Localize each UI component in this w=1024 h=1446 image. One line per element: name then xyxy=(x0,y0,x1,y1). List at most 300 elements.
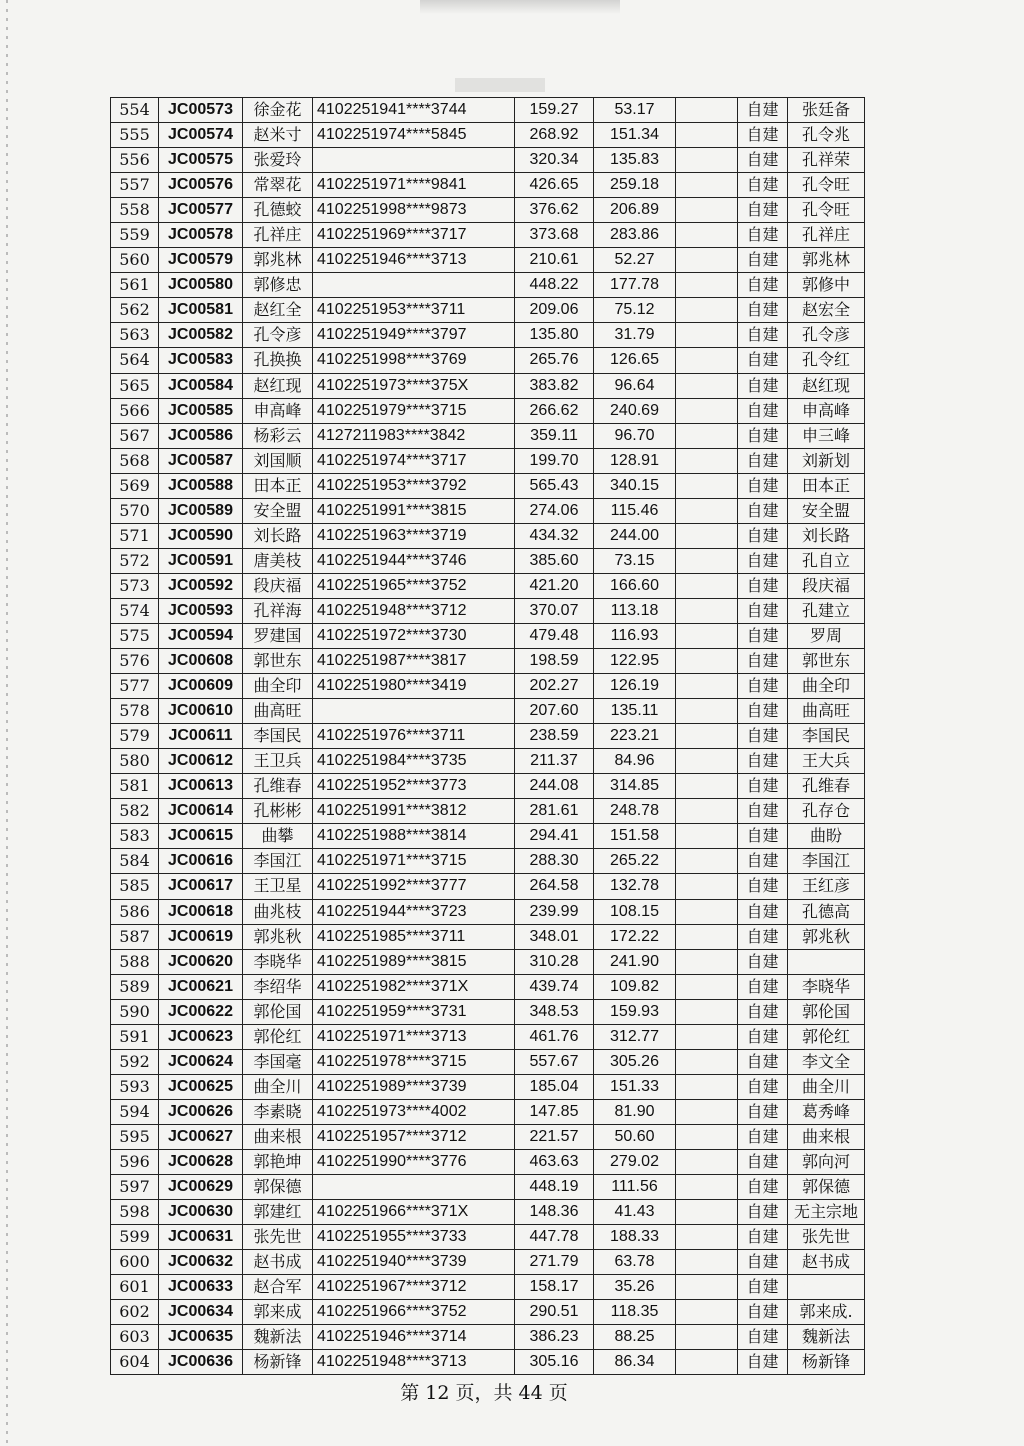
cell-seq: 603 xyxy=(111,1325,159,1350)
cell-type: 自建 xyxy=(738,874,788,899)
cell-area2: 81.90 xyxy=(594,1099,676,1124)
cell-area2: 73.15 xyxy=(594,548,676,573)
table-row xyxy=(111,649,865,674)
cell-blank xyxy=(676,1325,738,1350)
cell-blank xyxy=(676,649,738,674)
cell-owner: 葛秀峰 xyxy=(788,1099,865,1124)
cell-type: 自建 xyxy=(738,1149,788,1174)
cell-owner: 申三峰 xyxy=(788,423,865,448)
cell-type: 自建 xyxy=(738,974,788,999)
cell-area1: 320.34 xyxy=(515,148,594,173)
cell-area2: 108.15 xyxy=(594,899,676,924)
cell-area2: 109.82 xyxy=(594,974,676,999)
cell-owner xyxy=(788,1275,865,1300)
cell-area1: 158.17 xyxy=(515,1275,594,1300)
cell-seq: 602 xyxy=(111,1300,159,1325)
cell-id: 4102251991****3812 xyxy=(313,799,515,824)
table-row xyxy=(111,899,865,924)
cell-id: 4102251963****3719 xyxy=(313,523,515,548)
cell-blank xyxy=(676,1074,738,1099)
cell-seq: 576 xyxy=(111,649,159,674)
cell-area1: 238.59 xyxy=(515,724,594,749)
cell-blank xyxy=(676,1024,738,1049)
cell-blank xyxy=(676,348,738,373)
cell-blank xyxy=(676,223,738,248)
cell-area1: 434.32 xyxy=(515,523,594,548)
cell-seq: 571 xyxy=(111,523,159,548)
cell-name: 孔祥庄 xyxy=(243,223,313,248)
cell-area2: 241.90 xyxy=(594,949,676,974)
cell-area2: 84.96 xyxy=(594,749,676,774)
table-row xyxy=(111,348,865,373)
cell-blank xyxy=(676,598,738,623)
cell-blank xyxy=(676,123,738,148)
cell-seq: 586 xyxy=(111,899,159,924)
cell-type: 自建 xyxy=(738,1074,788,1099)
cell-type: 自建 xyxy=(738,573,788,598)
cell-blank xyxy=(676,398,738,423)
cell-code: JC00583 xyxy=(159,348,243,373)
cell-area2: 113.18 xyxy=(594,598,676,623)
cell-name: 郭伦红 xyxy=(243,1024,313,1049)
cell-owner: 曲盼 xyxy=(788,824,865,849)
cell-id: 4102251946****3713 xyxy=(313,248,515,273)
cell-id: 4102251987****3817 xyxy=(313,649,515,674)
cell-code: JC00617 xyxy=(159,874,243,899)
cell-id: 4102251979****3715 xyxy=(313,398,515,423)
cell-code: JC00628 xyxy=(159,1149,243,1174)
cell-id: 4102251998****9873 xyxy=(313,198,515,223)
cell-code: JC00613 xyxy=(159,774,243,799)
cell-area2: 126.19 xyxy=(594,674,676,699)
cell-name: 郭建红 xyxy=(243,1200,313,1225)
cell-seq: 570 xyxy=(111,498,159,523)
cell-area2: 159.93 xyxy=(594,999,676,1024)
cell-owner: 赵红现 xyxy=(788,373,865,398)
cell-id: 4102251989****3739 xyxy=(313,1074,515,1099)
cell-id: 4102251980****3419 xyxy=(313,674,515,699)
cell-blank xyxy=(676,573,738,598)
cell-code: JC00625 xyxy=(159,1074,243,1099)
cell-code: JC00594 xyxy=(159,623,243,648)
cell-seq: 599 xyxy=(111,1225,159,1250)
cell-id: 4102251946****3714 xyxy=(313,1325,515,1350)
cell-code: JC00619 xyxy=(159,924,243,949)
cell-area1: 557.67 xyxy=(515,1049,594,1074)
cell-blank xyxy=(676,473,738,498)
cell-area2: 132.78 xyxy=(594,874,676,899)
cell-seq: 561 xyxy=(111,273,159,298)
cell-type: 自建 xyxy=(738,148,788,173)
cell-seq: 567 xyxy=(111,423,159,448)
cell-owner: 孔令彦 xyxy=(788,323,865,348)
cell-owner: 张廷备 xyxy=(788,98,865,123)
cell-owner xyxy=(788,949,865,974)
cell-code: JC00573 xyxy=(159,98,243,123)
cell-area2: 244.00 xyxy=(594,523,676,548)
table-row xyxy=(111,448,865,473)
cell-seq: 584 xyxy=(111,849,159,874)
cell-blank xyxy=(676,974,738,999)
cell-name: 李素晓 xyxy=(243,1099,313,1124)
cell-seq: 589 xyxy=(111,974,159,999)
cell-type: 自建 xyxy=(738,924,788,949)
table-row xyxy=(111,573,865,598)
cell-seq: 592 xyxy=(111,1049,159,1074)
table-row xyxy=(111,323,865,348)
cell-blank xyxy=(676,1099,738,1124)
cell-code: JC00587 xyxy=(159,448,243,473)
cell-area1: 370.07 xyxy=(515,598,594,623)
cell-type: 自建 xyxy=(738,323,788,348)
cell-id: 4102251984****3735 xyxy=(313,749,515,774)
cell-area1: 147.85 xyxy=(515,1099,594,1124)
table-row xyxy=(111,1250,865,1275)
cell-id: 4102251982****371X xyxy=(313,974,515,999)
cell-type: 自建 xyxy=(738,198,788,223)
table-row xyxy=(111,1225,865,1250)
cell-area1: 288.30 xyxy=(515,849,594,874)
cell-area2: 172.22 xyxy=(594,924,676,949)
cell-area2: 279.02 xyxy=(594,1149,676,1174)
cell-owner: 孔令旺 xyxy=(788,198,865,223)
cell-seq: 578 xyxy=(111,699,159,724)
cell-seq: 582 xyxy=(111,799,159,824)
cell-type: 自建 xyxy=(738,1275,788,1300)
cell-type: 自建 xyxy=(738,899,788,924)
cell-owner: 郭兆秋 xyxy=(788,924,865,949)
cell-owner: 孔令兆 xyxy=(788,123,865,148)
cell-name: 李绍华 xyxy=(243,974,313,999)
cell-code: JC00629 xyxy=(159,1175,243,1200)
cell-blank xyxy=(676,724,738,749)
cell-code: JC00591 xyxy=(159,548,243,573)
cell-seq: 554 xyxy=(111,98,159,123)
cell-id: 4102251998****3769 xyxy=(313,348,515,373)
table-row xyxy=(111,498,865,523)
cell-area1: 185.04 xyxy=(515,1074,594,1099)
cell-id: 4102251967****3712 xyxy=(313,1275,515,1300)
cell-code: JC00579 xyxy=(159,248,243,273)
cell-id: 4102251976****3711 xyxy=(313,724,515,749)
cell-seq: 601 xyxy=(111,1275,159,1300)
cell-area1: 207.60 xyxy=(515,699,594,724)
cell-id: 4102251955****3733 xyxy=(313,1225,515,1250)
cell-area2: 340.15 xyxy=(594,473,676,498)
cell-type: 自建 xyxy=(738,949,788,974)
cell-name: 郭修忠 xyxy=(243,273,313,298)
cell-owner: 孔维春 xyxy=(788,774,865,799)
cell-blank xyxy=(676,949,738,974)
cell-code: JC00586 xyxy=(159,423,243,448)
cell-area1: 305.16 xyxy=(515,1350,594,1375)
cell-owner: 赵书成 xyxy=(788,1250,865,1275)
cell-seq: 581 xyxy=(111,774,159,799)
cell-blank xyxy=(676,699,738,724)
cell-code: JC00631 xyxy=(159,1225,243,1250)
cell-name: 曲攀 xyxy=(243,824,313,849)
cell-name: 赵合军 xyxy=(243,1275,313,1300)
table-row xyxy=(111,1074,865,1099)
cell-seq: 587 xyxy=(111,924,159,949)
cell-type: 自建 xyxy=(738,1300,788,1325)
table-row xyxy=(111,874,865,899)
cell-area2: 35.26 xyxy=(594,1275,676,1300)
cell-blank xyxy=(676,248,738,273)
table-row xyxy=(111,974,865,999)
cell-seq: 565 xyxy=(111,373,159,398)
cell-area2: 116.93 xyxy=(594,623,676,648)
cell-area1: 448.19 xyxy=(515,1175,594,1200)
cell-code: JC00592 xyxy=(159,573,243,598)
cell-blank xyxy=(676,874,738,899)
cell-owner: 申高峰 xyxy=(788,398,865,423)
cell-blank xyxy=(676,498,738,523)
cell-area1: 461.76 xyxy=(515,1024,594,1049)
cell-code: JC00575 xyxy=(159,148,243,173)
cell-area1: 383.82 xyxy=(515,373,594,398)
cell-id: 4102251953****3792 xyxy=(313,473,515,498)
table-row xyxy=(111,1024,865,1049)
cell-type: 自建 xyxy=(738,1049,788,1074)
table-row xyxy=(111,1350,865,1375)
cell-owner: 曲全印 xyxy=(788,674,865,699)
cell-owner: 曲全川 xyxy=(788,1074,865,1099)
cell-owner: 郭伦国 xyxy=(788,999,865,1024)
cell-code: JC00593 xyxy=(159,598,243,623)
table-row xyxy=(111,398,865,423)
cell-seq: 585 xyxy=(111,874,159,899)
cell-seq: 579 xyxy=(111,724,159,749)
cell-owner: 张先世 xyxy=(788,1225,865,1250)
cell-id: 4102251991****3815 xyxy=(313,498,515,523)
cell-name: 田本正 xyxy=(243,473,313,498)
cell-area1: 135.80 xyxy=(515,323,594,348)
cell-name: 魏新法 xyxy=(243,1325,313,1350)
cell-type: 自建 xyxy=(738,724,788,749)
cell-seq: 563 xyxy=(111,323,159,348)
cell-area2: 128.91 xyxy=(594,448,676,473)
cell-code: JC00608 xyxy=(159,649,243,674)
table-row xyxy=(111,248,865,273)
cell-name: 赵红全 xyxy=(243,298,313,323)
cell-owner: 孔存仓 xyxy=(788,799,865,824)
cell-area2: 240.69 xyxy=(594,398,676,423)
table-row xyxy=(111,799,865,824)
cell-type: 自建 xyxy=(738,1200,788,1225)
table-row xyxy=(111,824,865,849)
cell-id: 4102251971****3715 xyxy=(313,849,515,874)
cell-name: 郭来成 xyxy=(243,1300,313,1325)
cell-area2: 283.86 xyxy=(594,223,676,248)
cell-name: 孔维春 xyxy=(243,774,313,799)
cell-area2: 118.35 xyxy=(594,1300,676,1325)
cell-type: 自建 xyxy=(738,674,788,699)
cell-owner: 安全盟 xyxy=(788,498,865,523)
cell-id: 4102251974****3717 xyxy=(313,448,515,473)
cell-blank xyxy=(676,899,738,924)
cell-name: 罗建国 xyxy=(243,623,313,648)
cell-area2: 206.89 xyxy=(594,198,676,223)
cell-code: JC00627 xyxy=(159,1124,243,1149)
cell-type: 自建 xyxy=(738,348,788,373)
cell-blank xyxy=(676,423,738,448)
cell-name: 曲来根 xyxy=(243,1124,313,1149)
cell-name: 赵书成 xyxy=(243,1250,313,1275)
cell-seq: 597 xyxy=(111,1175,159,1200)
cell-code: JC00624 xyxy=(159,1049,243,1074)
cell-owner: 刘长路 xyxy=(788,523,865,548)
page-footer: 第 12 页，共 44 页 xyxy=(400,1382,568,1404)
cell-area1: 281.61 xyxy=(515,799,594,824)
cell-owner: 曲高旺 xyxy=(788,699,865,724)
cell-type: 自建 xyxy=(738,248,788,273)
cell-area1: 210.61 xyxy=(515,248,594,273)
cell-area1: 439.74 xyxy=(515,974,594,999)
table-row xyxy=(111,699,865,724)
cell-area2: 265.22 xyxy=(594,849,676,874)
cell-type: 自建 xyxy=(738,1024,788,1049)
table-row xyxy=(111,598,865,623)
cell-code: JC00578 xyxy=(159,223,243,248)
cell-code: JC00632 xyxy=(159,1250,243,1275)
cell-area2: 177.78 xyxy=(594,273,676,298)
cell-code: JC00611 xyxy=(159,724,243,749)
cell-type: 自建 xyxy=(738,423,788,448)
cell-owner: 李文全 xyxy=(788,1049,865,1074)
cell-type: 自建 xyxy=(738,849,788,874)
cell-name: 郭保德 xyxy=(243,1175,313,1200)
cell-owner: 郭世东 xyxy=(788,649,865,674)
table-row xyxy=(111,473,865,498)
cell-seq: 575 xyxy=(111,623,159,648)
table-row xyxy=(111,223,865,248)
cell-area1: 268.92 xyxy=(515,123,594,148)
cell-name: 郭世东 xyxy=(243,649,313,674)
cell-owner: 郭修中 xyxy=(788,273,865,298)
cell-name: 曲兆枝 xyxy=(243,899,313,924)
cell-name: 郭兆林 xyxy=(243,248,313,273)
cell-owner: 李国江 xyxy=(788,849,865,874)
cell-seq: 557 xyxy=(111,173,159,198)
cell-type: 自建 xyxy=(738,1124,788,1149)
cell-area1: 373.68 xyxy=(515,223,594,248)
cell-code: JC00635 xyxy=(159,1325,243,1350)
cell-type: 自建 xyxy=(738,1325,788,1350)
cell-name: 李国民 xyxy=(243,724,313,749)
cell-area1: 244.08 xyxy=(515,774,594,799)
cell-area2: 115.46 xyxy=(594,498,676,523)
cell-type: 自建 xyxy=(738,98,788,123)
cell-seq: 573 xyxy=(111,573,159,598)
cell-name: 赵米寸 xyxy=(243,123,313,148)
cell-seq: 556 xyxy=(111,148,159,173)
cell-id: 4102251959****3731 xyxy=(313,999,515,1024)
cell-code: JC00623 xyxy=(159,1024,243,1049)
cell-owner: 孔祥庄 xyxy=(788,223,865,248)
cell-type: 自建 xyxy=(738,1350,788,1375)
cell-code: JC00589 xyxy=(159,498,243,523)
cell-owner: 郭保德 xyxy=(788,1175,865,1200)
cell-id: 4102251992****3777 xyxy=(313,874,515,899)
cell-name: 孔彬彬 xyxy=(243,799,313,824)
table-row xyxy=(111,924,865,949)
cell-blank xyxy=(676,98,738,123)
cell-code: JC00615 xyxy=(159,824,243,849)
cell-area1: 159.27 xyxy=(515,98,594,123)
cell-blank xyxy=(676,849,738,874)
cell-blank xyxy=(676,1275,738,1300)
cell-area2: 151.58 xyxy=(594,824,676,849)
cell-owner: 孔自立 xyxy=(788,548,865,573)
cell-code: JC00574 xyxy=(159,123,243,148)
cell-name: 赵红现 xyxy=(243,373,313,398)
table-row xyxy=(111,98,865,123)
cell-id: 4102251985****3711 xyxy=(313,924,515,949)
cell-name: 李国江 xyxy=(243,849,313,874)
cell-name: 徐金花 xyxy=(243,98,313,123)
cell-area1: 264.58 xyxy=(515,874,594,899)
cell-name: 曲全印 xyxy=(243,674,313,699)
cell-owner: 田本正 xyxy=(788,473,865,498)
cell-id: 4102251973****4002 xyxy=(313,1099,515,1124)
cell-blank xyxy=(676,1350,738,1375)
table-row xyxy=(111,849,865,874)
table-row xyxy=(111,724,865,749)
cell-name: 郭艳坤 xyxy=(243,1149,313,1174)
cell-id: 4102251988****3814 xyxy=(313,824,515,849)
cell-code: JC00630 xyxy=(159,1200,243,1225)
cell-id: 4102251972****3730 xyxy=(313,623,515,648)
cell-area2: 88.25 xyxy=(594,1325,676,1350)
cell-id: 4102251989****3815 xyxy=(313,949,515,974)
cell-code: JC00580 xyxy=(159,273,243,298)
cell-area1: 202.27 xyxy=(515,674,594,699)
table-row xyxy=(111,1300,865,1325)
cell-name: 杨新锋 xyxy=(243,1350,313,1375)
cell-blank xyxy=(676,1149,738,1174)
cell-seq: 562 xyxy=(111,298,159,323)
cell-name: 常翠花 xyxy=(243,173,313,198)
scan-smudge-top xyxy=(420,0,620,14)
cell-code: JC00616 xyxy=(159,849,243,874)
cell-seq: 594 xyxy=(111,1099,159,1124)
cell-id xyxy=(313,148,515,173)
cell-code: JC00585 xyxy=(159,398,243,423)
cell-area1: 239.99 xyxy=(515,899,594,924)
cell-owner: 王大兵 xyxy=(788,749,865,774)
cell-type: 自建 xyxy=(738,1250,788,1275)
cell-type: 自建 xyxy=(738,398,788,423)
table-row xyxy=(111,423,865,448)
table-row xyxy=(111,273,865,298)
cell-area2: 305.26 xyxy=(594,1049,676,1074)
cell-id: 4102251971****3713 xyxy=(313,1024,515,1049)
cell-type: 自建 xyxy=(738,123,788,148)
cell-id xyxy=(313,273,515,298)
cell-code: JC00620 xyxy=(159,949,243,974)
cell-owner: 曲来根 xyxy=(788,1124,865,1149)
cell-type: 自建 xyxy=(738,1225,788,1250)
cell-area2: 41.43 xyxy=(594,1200,676,1225)
cell-seq: 569 xyxy=(111,473,159,498)
cell-area2: 52.27 xyxy=(594,248,676,273)
cell-area2: 223.21 xyxy=(594,724,676,749)
cell-type: 自建 xyxy=(738,699,788,724)
cell-area1: 421.20 xyxy=(515,573,594,598)
table-row xyxy=(111,173,865,198)
cell-code: JC00609 xyxy=(159,674,243,699)
